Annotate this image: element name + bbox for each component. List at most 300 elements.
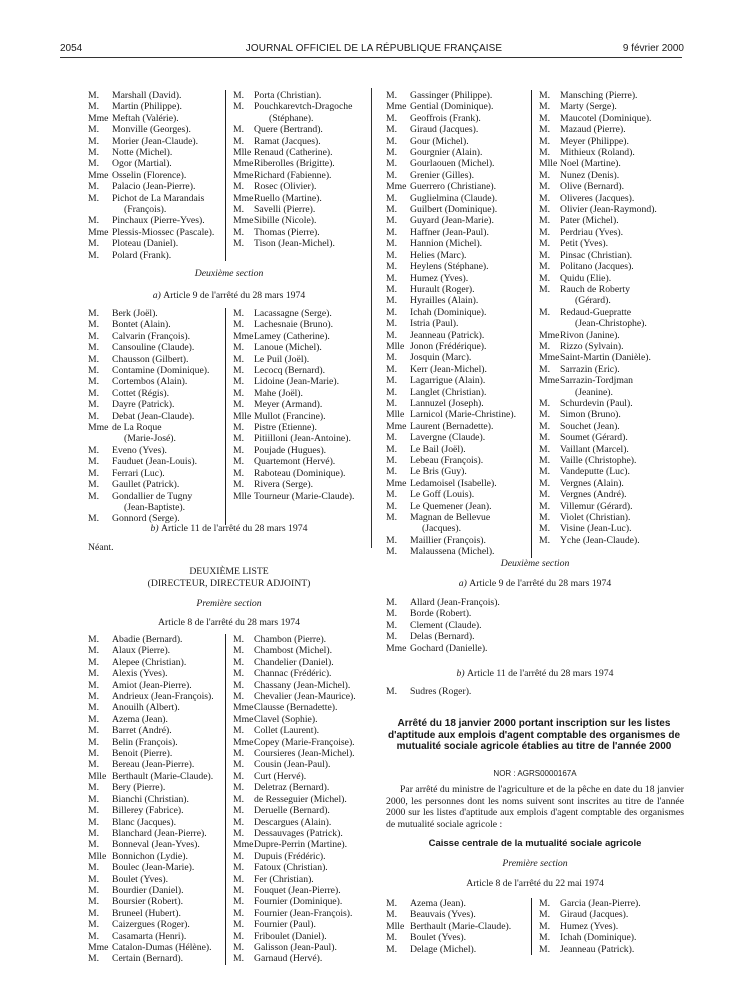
person-name: Quartemont (Hervé). xyxy=(254,456,336,468)
list-item xyxy=(88,308,225,319)
civility-title: Mme xyxy=(233,215,254,227)
article-heading: a) Article 9 de l'arrêté du 28 mars 1974 xyxy=(152,290,306,301)
civility-title: Mlle xyxy=(386,409,405,421)
list-item xyxy=(233,422,370,433)
civility-title: M. xyxy=(233,238,245,250)
civility-title: M. xyxy=(386,169,398,181)
person-name: Pitiilloni (Jean-Antoine). xyxy=(254,433,351,445)
list-item xyxy=(539,909,684,920)
civility-title: M. xyxy=(233,365,245,377)
column-divider xyxy=(371,88,372,548)
person-name: Sudres (Roger). xyxy=(410,686,472,697)
civility-title: Mlle xyxy=(539,158,558,170)
name-column xyxy=(532,898,684,955)
list-item xyxy=(88,885,225,896)
list-item xyxy=(233,942,370,953)
list-item xyxy=(88,737,225,748)
civility-title: Mme xyxy=(233,839,254,851)
list-item xyxy=(233,376,370,387)
person-name: Dessauvages (Patrick). xyxy=(254,827,343,839)
list-item xyxy=(88,645,225,656)
civility-title: Mme xyxy=(233,330,254,342)
person-name: Langlet (Christian). xyxy=(410,386,487,398)
person-name: Le Quemener (Jean). xyxy=(410,500,492,512)
list-item xyxy=(233,737,370,748)
person-name: de Resseguier (Michel). xyxy=(254,793,347,805)
person-name: Lacassagne (Serge). xyxy=(254,308,332,319)
person-name: Tourneur (Marie-Claude). xyxy=(254,490,355,502)
person-name: Fer (Christian). xyxy=(254,873,314,885)
civility-title: M. xyxy=(88,839,100,851)
civility-title: M. xyxy=(539,249,551,261)
list-item xyxy=(233,354,370,365)
civility-title: M. xyxy=(233,124,245,136)
civility-title: M. xyxy=(386,147,398,159)
person-name: Bontet (Alain). xyxy=(112,319,171,331)
civility-title: M. xyxy=(233,319,245,331)
civility-title: Mme xyxy=(233,192,254,204)
person-name: Politano (Jacques). xyxy=(560,261,634,273)
civility-title: M. xyxy=(88,215,100,227)
list-item xyxy=(386,124,531,135)
civility-title: M. xyxy=(386,238,398,250)
list-item xyxy=(386,466,531,477)
list-item xyxy=(88,942,225,953)
person-name: Fauduet (Jean-Louis). xyxy=(112,456,198,468)
list-item xyxy=(539,204,684,215)
civility-title: M. xyxy=(233,376,245,388)
civility-title: M. xyxy=(233,953,245,965)
civility-title: M. xyxy=(386,597,398,608)
person-name: Fournier (Jean-François). xyxy=(254,907,353,919)
list-item xyxy=(539,238,684,249)
list-item xyxy=(539,944,684,955)
person-name: Eveno (Yves). xyxy=(112,444,167,456)
list-item xyxy=(233,411,370,422)
civility-title: Mme xyxy=(539,352,560,364)
civility-title: M. xyxy=(88,827,100,839)
list-item xyxy=(233,805,370,816)
list-item xyxy=(233,908,370,919)
civility-title: Mlle xyxy=(88,770,107,782)
name-column xyxy=(532,90,684,558)
person-name: Riberolles (Brigitte). xyxy=(254,158,335,170)
list-item xyxy=(386,643,684,654)
person-name: Gourlaouen (Michel). xyxy=(410,158,495,170)
person-name: Casamarta (Henri). xyxy=(112,930,187,942)
civility-title: M. xyxy=(539,909,551,921)
list-item xyxy=(88,170,225,181)
list-item xyxy=(386,158,531,169)
list-item xyxy=(88,714,225,725)
person-name: Andrieux (Jean-François). xyxy=(112,691,214,703)
civility-title: Mme xyxy=(88,422,109,434)
list-item xyxy=(539,421,684,432)
civility-title: M. xyxy=(233,456,245,468)
civility-title: M. xyxy=(233,656,245,668)
person-name: Ramat (Jacques). xyxy=(254,135,321,147)
list-item xyxy=(539,489,684,500)
person-name: Saint-Martin (Danièle). xyxy=(560,352,651,364)
list-item xyxy=(88,702,225,713)
left-top-list xyxy=(88,90,370,261)
list-item xyxy=(88,668,225,679)
person-name: Savelli (Pierre). xyxy=(254,204,316,216)
list-item xyxy=(539,898,684,909)
list-item xyxy=(88,227,225,238)
civility-title: M. xyxy=(386,932,398,944)
list-item xyxy=(233,433,370,444)
person-name: Laurent (Bernadette). xyxy=(410,420,494,432)
civility-title: M. xyxy=(233,181,245,193)
person-name: Vaillant (Marcel). xyxy=(560,443,629,455)
decree-paragraph: Par arrêté du ministre de l'agriculture et de la pêche en date du 18 janvier 2000, les personnes dont les noms suivent sont inscrites au titre de l'année 2000 sur les listes d'aptitude aux emplois d'agent comptable des organismes de mutualité sociale agricole : xyxy=(386,784,684,830)
civility-title: M. xyxy=(88,181,100,193)
civility-title: M. xyxy=(233,101,245,113)
list-item xyxy=(233,874,370,885)
list-item xyxy=(539,147,684,158)
name-column xyxy=(226,634,370,965)
journal-title: JOURNAL OFFICIEL DE LA RÉPUBLIQUE FRANÇAISE xyxy=(245,43,503,54)
list-item xyxy=(233,468,370,479)
section-heading: Deuxième section xyxy=(500,558,570,569)
civility-title: M. xyxy=(233,668,245,680)
person-name: Ogor (Martial). xyxy=(112,158,172,170)
name-continuation: (Jean-Christophe). xyxy=(575,318,647,330)
issue-date: 9 février 2000 xyxy=(622,43,684,54)
civility-title: M. xyxy=(386,534,398,546)
list-item xyxy=(539,261,684,272)
person-name: Rivon (Janine). xyxy=(560,329,620,341)
civility-title: M. xyxy=(88,873,100,885)
list-item xyxy=(233,931,370,942)
list-item xyxy=(539,90,684,101)
civility-title: M. xyxy=(539,135,551,147)
civility-title: Mme xyxy=(233,713,254,725)
list-item xyxy=(386,261,531,272)
civility-title: M. xyxy=(233,748,245,760)
civility-title: M. xyxy=(539,147,551,159)
civility-title: M. xyxy=(386,608,398,620)
name-continuation: (Jeanine). xyxy=(575,386,613,398)
list-item xyxy=(386,273,531,284)
list-item xyxy=(539,307,684,318)
list-item xyxy=(233,101,370,112)
person-name: Boursier (Robert). xyxy=(112,896,184,908)
list-item xyxy=(539,512,684,523)
person-name: Vergnes (Alain). xyxy=(560,477,624,489)
list-item xyxy=(233,782,370,793)
person-name: Marshall (David). xyxy=(112,90,182,101)
person-name: Helies (Marc). xyxy=(410,249,467,261)
list-item xyxy=(233,748,370,759)
person-name: Blanchard (Jean-Pierre). xyxy=(112,827,207,839)
name-continuation: (Jean-Baptiste). xyxy=(124,501,186,513)
civility-title: M. xyxy=(88,953,100,965)
person-name: Fouquet (Jean-Pierre). xyxy=(254,884,341,896)
list-item xyxy=(386,909,531,920)
civility-title: M. xyxy=(539,204,551,216)
civility-title: M. xyxy=(386,489,398,501)
person-name: Lagarrigue (Alain). xyxy=(410,375,486,387)
person-name: Cousin (Jean-Paul). xyxy=(254,759,331,771)
civility-title: M. xyxy=(233,930,245,942)
person-name: Boulec (Jean-Marie). xyxy=(112,862,195,874)
person-name: Giraud (Jacques). xyxy=(560,909,629,921)
name-column xyxy=(386,898,532,955)
civility-title: M. xyxy=(386,249,398,261)
list-item xyxy=(233,388,370,399)
list-item xyxy=(386,375,531,386)
person-name: Chassany (Jean-Michel). xyxy=(254,679,351,691)
list-item xyxy=(539,921,684,932)
list-item xyxy=(539,341,684,352)
list-item xyxy=(539,455,684,466)
civility-title: Mme xyxy=(386,477,407,489)
list-item xyxy=(88,491,225,502)
list-item xyxy=(386,512,531,523)
person-name: Yche (Jean-Claude). xyxy=(560,534,640,546)
list-item xyxy=(233,90,370,101)
list-item xyxy=(233,759,370,770)
list-item xyxy=(539,284,684,295)
civility-title: M. xyxy=(539,238,551,250)
list-item xyxy=(88,657,225,668)
list-item xyxy=(88,851,225,862)
list-item xyxy=(233,319,370,330)
civility-title: M. xyxy=(539,340,551,352)
list-item xyxy=(539,193,684,204)
civility-title: M. xyxy=(88,805,100,817)
list-item xyxy=(233,885,370,896)
list-item xyxy=(386,250,531,261)
person-name: Quidu (Elie). xyxy=(560,272,612,284)
civility-title: M. xyxy=(88,444,100,456)
person-name: Catalon-Dumas (Hélène). xyxy=(112,941,212,953)
person-name: Coursieres (Jean-Michel). xyxy=(254,748,355,760)
list-item xyxy=(539,432,684,443)
person-name: Le Puil (Joël). xyxy=(254,353,310,365)
article-heading: b) Article 11 de l'arrêté du 28 mars 1974 xyxy=(456,668,614,679)
person-name: Olivier (Jean-Raymond). xyxy=(560,204,657,216)
person-name: Bianchi (Christian). xyxy=(112,793,189,805)
person-name: Berthault (Marie-Claude). xyxy=(112,770,214,782)
civility-title: M. xyxy=(386,158,398,170)
civility-title: M. xyxy=(386,318,398,330)
person-name: Oliveres (Jacques). xyxy=(560,192,635,204)
person-name: Guerrero (Christiane). xyxy=(410,181,497,193)
person-name: Lannuzel (Joseph). xyxy=(410,397,484,409)
list-item xyxy=(233,238,370,249)
person-name: Borde (Robert). xyxy=(410,608,472,620)
person-name: Meyer (Armand). xyxy=(254,399,323,411)
name-column xyxy=(88,634,226,965)
list-item xyxy=(88,319,225,330)
person-name: Mullot (Francine). xyxy=(254,410,326,422)
person-name: Deletraz (Bernard). xyxy=(254,782,330,794)
civility-title: M. xyxy=(233,467,245,479)
person-name: Jeanneau (Patrick). xyxy=(410,329,485,341)
civility-title: M. xyxy=(88,479,100,491)
list-item xyxy=(386,341,531,352)
civility-title: M. xyxy=(88,656,100,668)
person-name: Meyer (Philippe). xyxy=(560,135,629,147)
civility-title: M. xyxy=(88,330,100,342)
civility-title: Mlle xyxy=(386,920,405,932)
civility-title: M. xyxy=(88,101,100,113)
person-name: Geoffrois (Frank). xyxy=(410,112,481,124)
person-name: Petit (Yves). xyxy=(560,238,608,250)
list-item xyxy=(233,817,370,828)
list-item xyxy=(88,147,225,158)
person-name: Josquin (Marc). xyxy=(410,352,472,364)
list-item xyxy=(233,828,370,839)
civility-title: M. xyxy=(539,898,551,909)
person-name: Violet (Christian). xyxy=(560,512,631,524)
civility-title: M. xyxy=(386,135,398,147)
name-continuation: (François). xyxy=(124,204,167,216)
civility-title: M. xyxy=(233,770,245,782)
civility-title: M. xyxy=(386,943,398,955)
civility-title: M. xyxy=(88,884,100,896)
list-item xyxy=(386,136,531,147)
civility-title: Mme xyxy=(88,112,109,124)
person-name: Barret (André). xyxy=(112,725,172,737)
person-name: Giraud (Jacques). xyxy=(410,124,479,136)
list-item xyxy=(233,657,370,668)
person-name: Gaullet (Patrick). xyxy=(112,479,180,491)
civility-title: M. xyxy=(539,226,551,238)
civility-title: M. xyxy=(386,443,398,455)
civility-title: M. xyxy=(539,932,551,944)
person-name: Billerey (Fabrice). xyxy=(112,805,184,817)
person-name: Ledamoisel (Isabelle). xyxy=(410,477,497,489)
civility-title: Mme xyxy=(386,101,407,113)
person-name: Humez (Yves). xyxy=(410,272,469,284)
civility-title: M. xyxy=(233,896,245,908)
list-item xyxy=(539,364,684,375)
civility-title: M. xyxy=(539,943,551,955)
person-name: Chambon (Pierre). xyxy=(254,634,327,645)
person-name: Notte (Michel). xyxy=(112,147,173,159)
caisse-heading: Caisse centrale de la mutualité sociale agricole xyxy=(428,838,642,849)
civility-title: M. xyxy=(539,432,551,444)
person-name: Curt (Hervé). xyxy=(254,770,307,782)
civility-title: M. xyxy=(88,668,100,680)
list-item xyxy=(386,921,531,932)
person-name: Cortembos (Alain). xyxy=(112,376,188,388)
list-item xyxy=(88,862,225,873)
list-item xyxy=(88,354,225,365)
civility-title: M. xyxy=(386,686,398,697)
civility-title: M. xyxy=(233,204,245,216)
list-item xyxy=(88,113,225,124)
civility-title: M. xyxy=(88,736,100,748)
list-item xyxy=(88,250,225,261)
person-name: Cansouline (Claude). xyxy=(112,342,195,354)
person-name: Deruelle (Bernard). xyxy=(254,805,330,817)
person-name: Le Bris (Guy). xyxy=(410,466,467,478)
civility-title: M. xyxy=(88,713,100,725)
person-name: Benoit (Pierre). xyxy=(112,748,173,760)
section-heading: Deuxième section xyxy=(194,268,264,279)
list-item xyxy=(539,101,684,112)
list-item xyxy=(88,193,225,204)
list-item xyxy=(539,444,684,455)
civility-title: Mlle xyxy=(233,410,252,422)
civility-title: M. xyxy=(539,169,551,181)
civility-title: M. xyxy=(88,376,100,388)
name-column xyxy=(386,90,532,558)
person-name: Garcia (Jean-Pierre). xyxy=(560,898,641,909)
civility-title: Mme xyxy=(233,702,254,714)
person-name: Istria (Paul). xyxy=(410,318,459,330)
list-item xyxy=(88,748,225,759)
civility-title: Mme xyxy=(233,158,254,170)
civility-title: M. xyxy=(539,420,551,432)
list-item xyxy=(233,445,370,456)
list-item xyxy=(233,456,370,467)
list-item xyxy=(233,365,370,376)
civility-title: M. xyxy=(539,455,551,466)
civility-title: M. xyxy=(539,489,551,501)
person-name: Copey (Marie-Françoise). xyxy=(254,736,355,748)
list-item xyxy=(233,147,370,158)
list-item xyxy=(539,113,684,124)
list-item xyxy=(88,376,225,387)
person-name: Abadie (Bernard). xyxy=(112,634,183,645)
list-item xyxy=(386,535,531,546)
list-item xyxy=(386,932,531,943)
person-name: Poujade (Hugues). xyxy=(254,444,327,456)
civility-title: M. xyxy=(233,433,245,445)
right-top-list xyxy=(386,90,684,558)
civility-title: M. xyxy=(386,546,398,558)
list-item xyxy=(539,398,684,409)
person-name: Hyrailles (Alain). xyxy=(410,295,479,307)
list-item xyxy=(88,456,225,467)
person-name: Hurault (Roger). xyxy=(410,283,475,295)
list-item xyxy=(539,158,684,169)
civility-title: M. xyxy=(88,490,100,502)
list-item xyxy=(88,839,225,850)
list-item xyxy=(233,227,370,238)
list-item xyxy=(386,101,531,112)
person-name: Channac (Frédéric). xyxy=(254,668,332,680)
civility-title: M. xyxy=(539,90,551,101)
person-name: Bruneel (Hubert). xyxy=(112,907,181,919)
person-name: Anouilh (Albert). xyxy=(112,702,180,714)
list-item xyxy=(233,479,370,490)
page-header xyxy=(0,43,748,57)
list-item xyxy=(88,422,225,433)
civility-title: M. xyxy=(386,261,398,273)
person-name: Lecocq (Bernard). xyxy=(254,365,326,377)
civility-title: M. xyxy=(386,215,398,227)
civility-title: M. xyxy=(88,399,100,411)
article-heading: Article 8 de l'arrêté du 28 mars 1974 xyxy=(158,617,300,628)
person-name: Chausson (Gilbert). xyxy=(112,353,189,365)
person-name: Ichah (Dominique). xyxy=(410,306,487,318)
civility-title: M. xyxy=(88,365,100,377)
list-item xyxy=(386,501,531,512)
civility-title: M. xyxy=(88,467,100,479)
list-item xyxy=(88,919,225,930)
person-name: Renaud (Catherine). xyxy=(254,147,333,159)
civility-title: M. xyxy=(88,862,100,874)
list-item xyxy=(88,634,225,645)
civility-title: M. xyxy=(386,352,398,364)
